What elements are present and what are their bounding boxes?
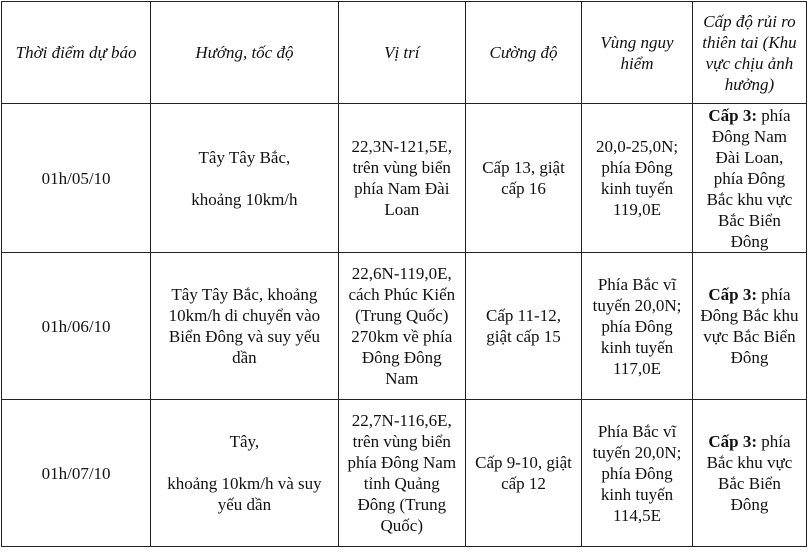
risk-area-text: phía Đông Nam Đài Loan, phía Đông Bắc khu vực Bắc Biển Đông [706, 105, 793, 251]
direction-line-2: khoảng 10km/h [191, 189, 298, 209]
table-row [2, 400, 807, 547]
risk-area-text: phía Đông Bắc khu vực Bắc Biển Đông [700, 285, 799, 367]
cell-position: 22,3N-121,5E, trên vùng biển phía Nam Đài Loan [338, 104, 465, 253]
header-intensity: Cường độ [465, 2, 581, 104]
cell-risk [692, 400, 806, 547]
cell-time: 01h/05/10 [2, 104, 151, 253]
cell-risk [692, 104, 806, 253]
risk-level-label: Cấp 3: [708, 105, 758, 125]
table-body [2, 104, 807, 547]
table-row [2, 253, 807, 400]
cell-intensity: Cấp 9-10, giật cấp 12 [465, 400, 581, 547]
header-position: Vị trí [338, 2, 465, 104]
cell-position: 22,6N-119,0E, cách Phúc Kiến (Trung Quốc) 270km về phía Đông Đông Nam [338, 253, 465, 400]
risk-area-text: phía Bắc khu vực Bắc Biển Đông [706, 432, 793, 514]
cell-intensity: Cấp 11-12, giật cấp 15 [465, 253, 581, 400]
risk-level-label: Cấp 3: [708, 285, 758, 304]
header-forecast-time: Thời điểm dự báo [2, 2, 151, 104]
header-danger-zone: Vùng nguy hiểm [582, 2, 693, 104]
direction-line-1: Tây Tây Bắc, [198, 147, 291, 167]
table-header [2, 2, 807, 104]
header-direction-speed: Hướng, tốc độ [151, 2, 339, 104]
cell-danger-zone: 20,0-25,0N; phía Đông kinh tuyến 119,0E [582, 104, 693, 253]
cell-direction: Tây Tây Bắc, khoảng 10km/h di chuyển vào Biển Đông và suy yếu dần [151, 253, 339, 400]
cell-time: 01h/06/10 [2, 253, 151, 400]
cell-intensity: Cấp 13, giật cấp 16 [465, 104, 581, 253]
forecast-table [1, 1, 807, 547]
table-row [2, 104, 807, 253]
cell-position: 22,7N-116,6E, trên vùng biển phía Đông Nam tỉnh Quảng Đông (Trung Quốc) [338, 400, 465, 547]
cell-danger-zone: Phía Bắc vĩ tuyến 20,0N; phía Đông kinh tuyến 117,0E [582, 253, 693, 400]
direction-line-2: khoảng 10km/h và suy yếu dần [167, 474, 322, 514]
header-risk-level: Cấp độ rủi ro thiên tai (Khu vực chịu ảnh hưởng) [692, 2, 806, 104]
risk-level-label: Cấp 3: [708, 432, 758, 451]
direction-line-1: Tây, [229, 432, 260, 451]
cell-risk [692, 253, 806, 400]
cell-danger-zone: Phía Bắc vĩ tuyến 20,0N; phía Đông kinh tuyến 114,5E [582, 400, 693, 547]
cell-direction [151, 104, 339, 253]
cell-time: 01h/07/10 [2, 400, 151, 547]
cell-direction [151, 400, 339, 547]
header-row [2, 2, 807, 104]
